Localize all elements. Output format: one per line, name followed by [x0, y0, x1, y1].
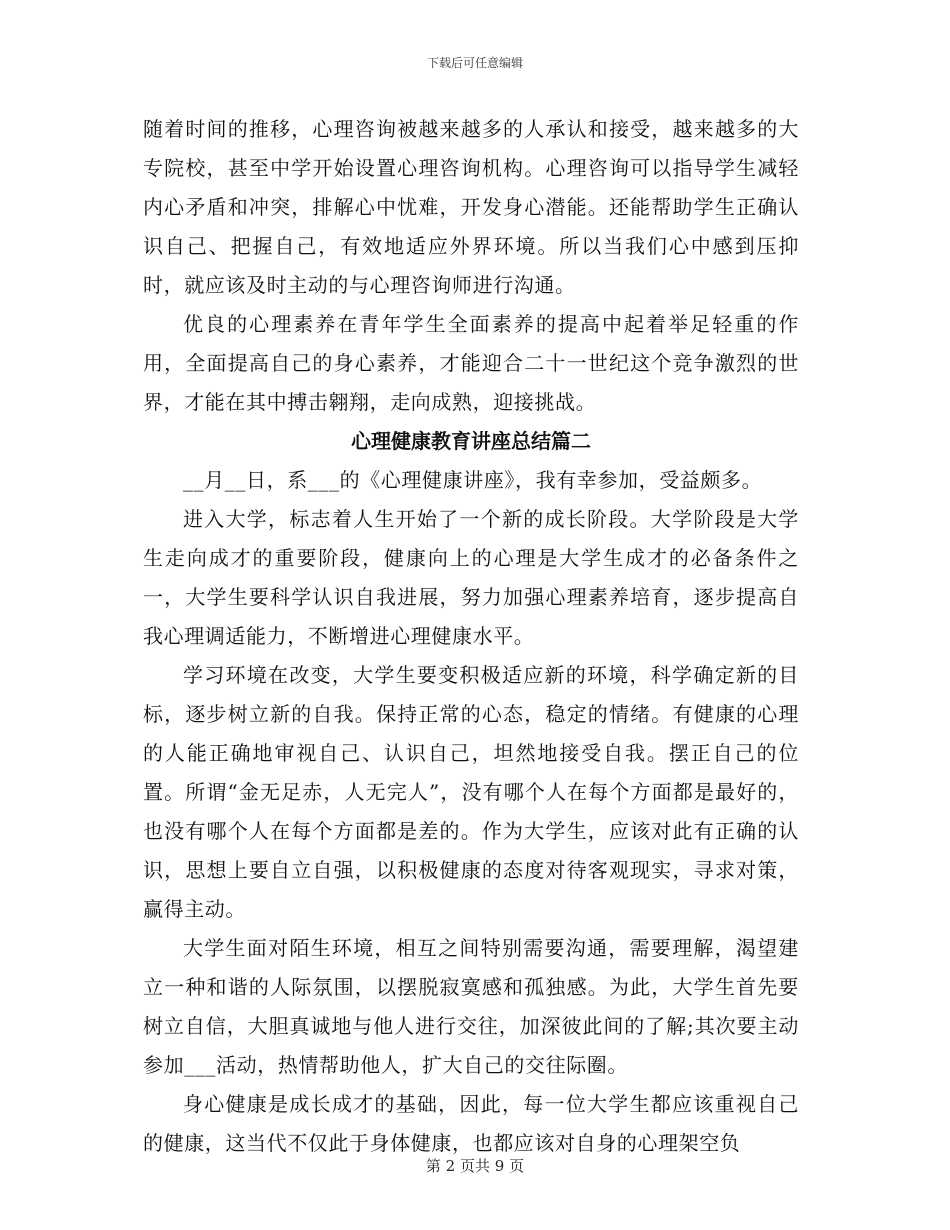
paragraph-1: 随着时间的推移，心理咨询被越来越多的人承认和接受，越来越多的大专院校，甚至中学开始设置心理咨询机构。心理咨询可以指导学生减轻内心矛盾和冲突，排解心中忧难，开发身心潜能。还能帮助学生正确认识自己、把握自己，有效地适应外界环境。所以当我们心中感到压抑时，就应该及时主动的与心理咨询师进行沟通。: [143, 117, 799, 297]
paragraph-4: 进入大学，标志着人生开始了一个新的成长阶段。大学阶段是大学生走向成才的重要阶段，健康向上的心理是大学生成才的必备条件之一，大学生要科学认识自我进展，努力加强心理素养培育，逐步提高自我心理调适能力，不断增进心理健康水平。: [143, 507, 799, 648]
section-heading: 心理健康教育讲座总结篇二: [351, 429, 591, 453]
document-body: [143, 110, 799, 1163]
paragraph-3: __月__日，系___的《心理健康讲座》，我有幸参加，受益颇多。: [183, 468, 763, 492]
paragraph-6: 大学生面对陌生环境，相互之间特别需要沟通，需要理解，渴望建立一种和谐的人际氛围，以摆脱寂寞感和孤独感。为此，大学生首先要树立自信，大胆真诚地与他人进行交往，加深彼此间的了解;其次要主动参加___活动，热情帮助他人，扩大自己的交往际圈。: [143, 936, 799, 1077]
paragraph-7: 身心健康是成长成才的基础，因此，每一位大学生都应该重视自己的健康，这当代不仅此于身体健康，也都应该对自身的心理架空负: [143, 1092, 799, 1155]
page-footer: 第 2 页共 9 页: [425, 1157, 525, 1175]
page-header: 下载后可任意编辑: [426, 56, 523, 70]
paragraph-2: 优良的心理素养在青年学生全面素养的提高中起着举足轻重的作用，全面提高自己的身心素养，才能迎合二十一世纪这个竞争激烈的世界，才能在其中搏击翱翔，走向成熟，迎接挑战。: [143, 312, 799, 414]
paragraph-5: 学习环境在改变，大学生要变积极适应新的环境，科学确定新的目标，逐步树立新的自我。保持正常的心态，稳定的情绪。有健康的心理的人能正确地审视自己、认识自己，坦然地接受自我。摆正自己的位置。所谓“金无足赤，人无完人”，没有哪个人在每个方面都是最好的，也没有哪个人在每个方面都是差的。作为大学生，应该对此有正确的认识，思想上要自立自强，以积极健康的态度对待客观现实，寻求对策，赢得主动。: [143, 663, 799, 921]
